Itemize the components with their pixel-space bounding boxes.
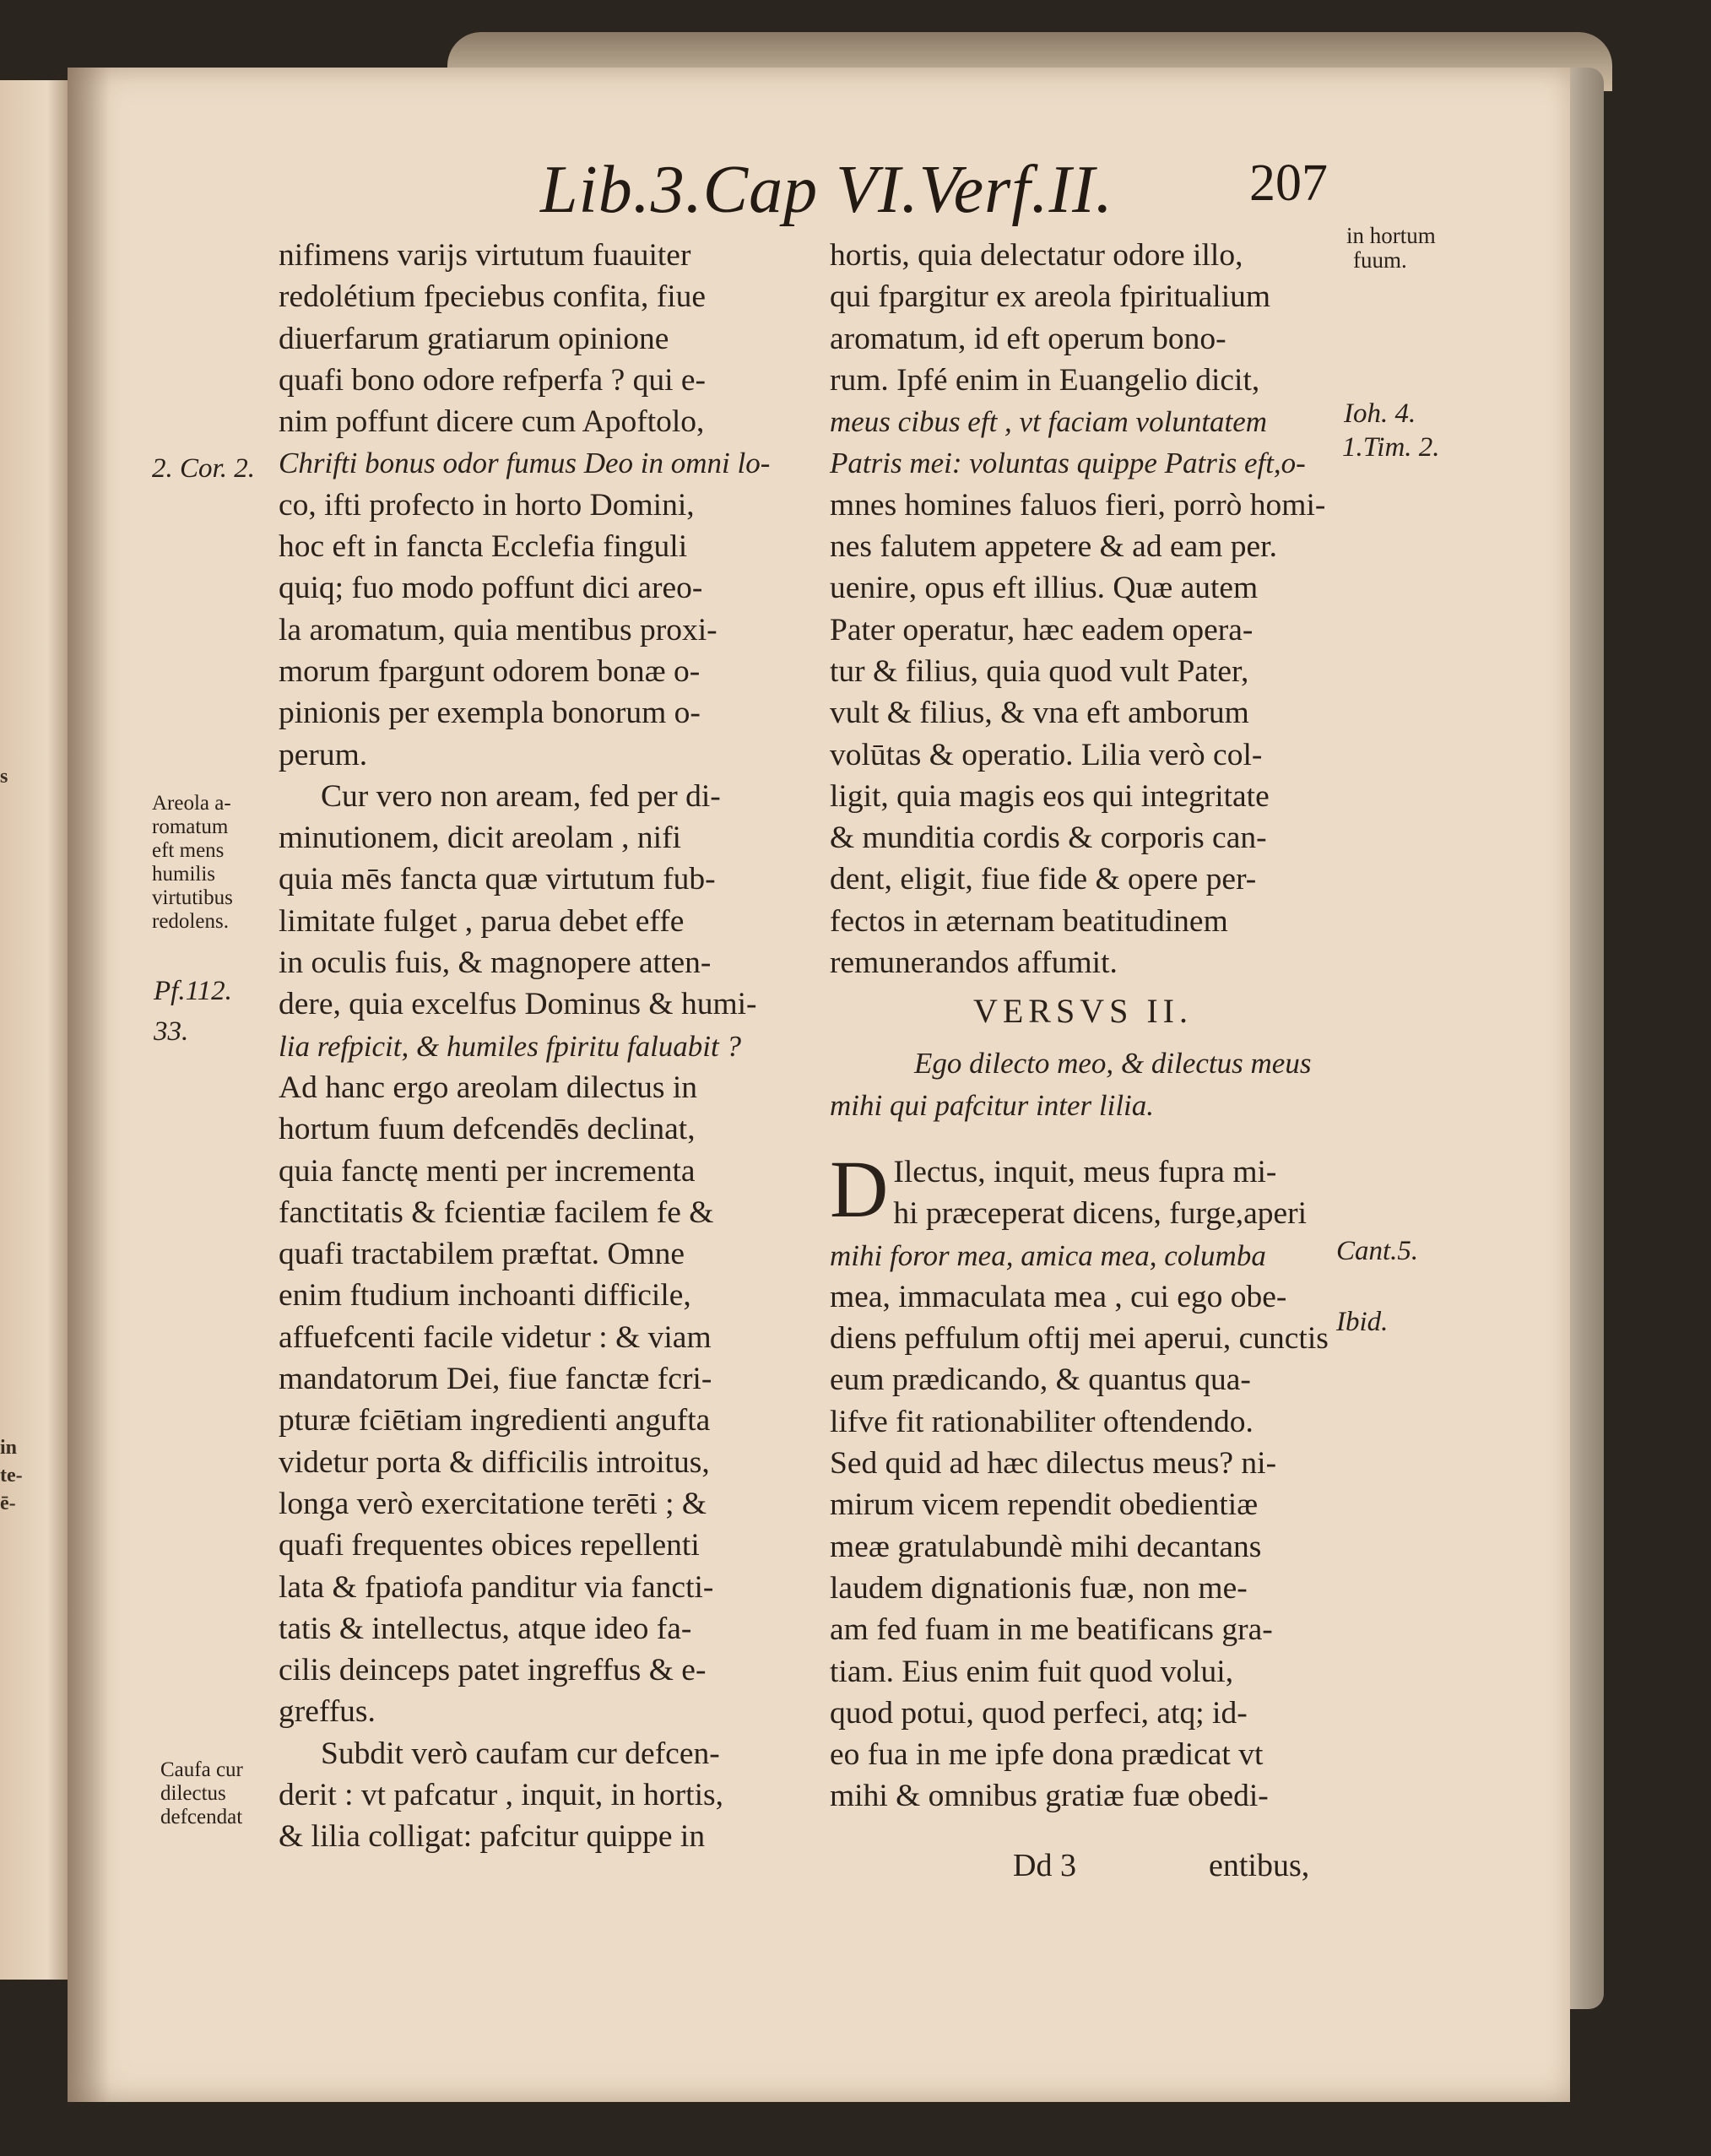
text-line: nim poffunt dicere cum Apoftolo, bbox=[279, 404, 705, 440]
text-line: rum. Ipfé enim in Euangelio dicit, bbox=[830, 362, 1260, 398]
text-line: & munditia cordis & corporis can- bbox=[830, 821, 1267, 856]
text-line: lata & fpatiofa panditur via fancti- bbox=[279, 1569, 714, 1605]
text-line: affuefcenti facile videtur : & viam bbox=[279, 1319, 712, 1355]
note-line: redolens. bbox=[152, 910, 229, 933]
text-line: meæ gratulabundè mihi decantans bbox=[830, 1529, 1262, 1564]
text-line: remunerandos affumit. bbox=[830, 945, 1118, 981]
text-line: Ilectus, inquit, meus fupra mi- bbox=[893, 1154, 1277, 1189]
text-line: la aromatum, quia mentibus proxi- bbox=[279, 612, 717, 647]
text-line: Patris mei: voluntas quippe Patris eft,o- bbox=[830, 447, 1306, 480]
text-line: mea, immaculata mea , cui ego obe- bbox=[830, 1279, 1287, 1314]
note-line: Areola a- bbox=[152, 792, 231, 815]
text-line: videtur porta & difficilis introitus, bbox=[279, 1444, 710, 1480]
text-line: longa verò exercitatione terēti ; & bbox=[279, 1486, 707, 1521]
commentary-paragraph bbox=[830, 1143, 1336, 1817]
text-line: hortis, quia delectatur odore illo, bbox=[830, 238, 1243, 273]
text-line: hi præceperat dicens, furge,aperi bbox=[893, 1196, 1308, 1232]
text-line: diens peffulum oftij mei aperui, cunctis bbox=[830, 1321, 1329, 1357]
text-line: morum fpargunt odorem bonæ o- bbox=[279, 653, 701, 689]
text-line: redolétium fpeciebus confita, fiue bbox=[279, 279, 707, 315]
text-line: uenire, opus eft illius. Quæ autem bbox=[830, 571, 1259, 606]
text-line: vult & filius, & vna eft amborum bbox=[830, 696, 1249, 731]
note-line: humilis bbox=[152, 863, 216, 886]
text-line: aromatum, id eft operum bono- bbox=[830, 321, 1226, 356]
note-line: Pf.112. bbox=[154, 976, 232, 1006]
text-line: fectos in æternam beatitudinem bbox=[830, 903, 1228, 939]
text-line: quia fanctę menti per incrementa bbox=[279, 1153, 696, 1189]
text-line: am fed fuam in me beatificans gra- bbox=[830, 1612, 1273, 1648]
page-number: 207 bbox=[1249, 154, 1328, 212]
note-line: eft mens bbox=[152, 839, 225, 862]
right-text-column bbox=[830, 235, 1336, 1817]
text-line: mnes homines faluos fieri, porrò homi- bbox=[830, 487, 1326, 523]
text-line: eum prædicando, & quantus qua- bbox=[830, 1362, 1251, 1398]
text-line: & lilia colligat: pafcitur quippe in bbox=[279, 1819, 706, 1855]
text-line: eo fua in me ipfe dona prædicat vt bbox=[830, 1737, 1264, 1773]
text-line: co, ifti profecto in horto Domini, bbox=[279, 487, 695, 523]
text-line: mandatorum Dei, fiue fanctæ fcri- bbox=[279, 1362, 712, 1397]
margin-note-hortum bbox=[1346, 224, 1436, 273]
drop-cap: D bbox=[830, 1143, 889, 1234]
text-line: mihi & omnibus gratiæ fuæ obedi- bbox=[830, 1779, 1269, 1814]
text-line: ligit, quia magis eos qui integritate bbox=[830, 778, 1270, 814]
text-line: derit : vt pafcatur , inquit, in hortis, bbox=[279, 1777, 723, 1812]
gutter-shadow bbox=[68, 68, 110, 2102]
text-line: quia mēs fancta quæ virtutum fub- bbox=[279, 862, 716, 897]
text-line: quod potui, quod perfeci, atq; id- bbox=[830, 1695, 1248, 1731]
verse-heading: VERSVS II. bbox=[972, 992, 1194, 1031]
margin-note-cant: Cant.5. bbox=[1336, 1236, 1419, 1266]
text-line: nes falutem appetere & ad eam per. bbox=[830, 529, 1277, 565]
text-line: pinionis per exempla bonorum o- bbox=[279, 696, 701, 731]
text-line: mirum vicem rependit obedientiæ bbox=[830, 1487, 1259, 1523]
margin-note-cor: 2. Cor. 2. bbox=[152, 453, 255, 484]
text-line: tiam. Eius enim fuit quod volui, bbox=[830, 1654, 1234, 1689]
signature-mark: Dd 3 bbox=[1013, 1848, 1076, 1883]
text-line: tur & filius, quia quod vult Pater, bbox=[830, 653, 1249, 689]
text-line: greffus. bbox=[279, 1694, 376, 1730]
text-line: fanctitatis & fcientiæ facilem fe & bbox=[279, 1194, 714, 1230]
note-line: Caufa cur bbox=[160, 1758, 243, 1781]
spacer bbox=[830, 1126, 1336, 1151]
text-line: cilis deinceps patet ingreffus & e- bbox=[279, 1653, 707, 1688]
text-line: tatis & intellectus, atque ideo fa- bbox=[279, 1611, 692, 1646]
text-line: Cur vero non aream, fed per di- bbox=[321, 778, 721, 814]
text-line: hoc eft in fancta Ecclefia finguli bbox=[279, 529, 688, 565]
text-line: quafi tractabilem præftat. Omne bbox=[279, 1237, 685, 1272]
facing-page-fragment: ē- bbox=[0, 1492, 16, 1514]
text-line: Subdit verò caufam cur defcen- bbox=[321, 1736, 720, 1771]
text-line: mihi foror mea, amica mea, columba bbox=[830, 1238, 1266, 1272]
margin-note-areola bbox=[152, 792, 233, 934]
facing-page-fragment: s bbox=[0, 766, 8, 788]
note-line: in hortum bbox=[1346, 223, 1436, 248]
text-line: volūtas & operatio. Lilia verò col- bbox=[830, 737, 1263, 772]
note-line: fuum. bbox=[1353, 247, 1407, 273]
text-line: laudem dignationis fuæ, non me- bbox=[830, 1570, 1248, 1606]
text-line: hortum fuum defcendēs declinat, bbox=[279, 1112, 696, 1147]
note-line: 33. bbox=[154, 1016, 189, 1047]
text-line: Pater operatur, hæc eadem opera- bbox=[830, 612, 1253, 647]
text-line: dent, eligit, fiue fide & opere per- bbox=[830, 862, 1257, 897]
text-line: diuerfarum gratiarum opinione bbox=[279, 321, 669, 356]
text-line: pturæ fciētiam ingredienti angufta bbox=[279, 1403, 711, 1438]
margin-note-ioh: Ioh. 4. bbox=[1344, 398, 1416, 429]
margin-note-causa bbox=[160, 1758, 243, 1829]
text-line: qui fpargitur ex areola fpiritualium bbox=[830, 279, 1271, 315]
text-line: enim ftudium inchoanti difficile, bbox=[279, 1278, 691, 1314]
note-line: romatum bbox=[152, 815, 229, 838]
facing-page-edge bbox=[0, 80, 68, 1980]
text-line: lifve fit rationabiliter oftendendo. bbox=[830, 1404, 1253, 1439]
facing-page-fragment: in bbox=[0, 1437, 18, 1459]
text-line: nifimens varijs virtutum fuauiter bbox=[279, 238, 691, 273]
text-line: quafi bono odore refperfa ? qui e- bbox=[279, 362, 707, 398]
text-line: minutionem, dicit areolam , nifi bbox=[279, 821, 681, 856]
text-line: quiq; fuo modo poffunt dici areo- bbox=[279, 571, 703, 606]
margin-note-psalm bbox=[154, 971, 232, 1052]
text-line: in oculis fuis, & magnopere atten- bbox=[279, 945, 712, 981]
running-head: Lib.3.Cap VI.Verf.II. bbox=[540, 153, 1113, 227]
text-line: quafi frequentes obices repellenti bbox=[279, 1528, 700, 1563]
text-line: meus cibus eft , vt faciam voluntatem bbox=[830, 405, 1268, 439]
note-line: virtutibus bbox=[152, 886, 233, 909]
facing-page-fragment: te- bbox=[0, 1465, 23, 1487]
text-line: Sed quid ad hæc dilectus meus? ni- bbox=[830, 1446, 1277, 1482]
text-line: dere, quia excelfus Dominus & humi- bbox=[279, 987, 757, 1022]
text-line: limitate fulget , parua debet effe bbox=[279, 903, 685, 939]
text-line: Ad hanc ergo areolam dilectus in bbox=[279, 1070, 698, 1105]
note-line: defcendat bbox=[160, 1806, 243, 1828]
text-line: perum. bbox=[279, 737, 368, 772]
margin-note-tim: 1.Tim. 2. bbox=[1342, 432, 1440, 463]
verse-line: Ego dilecto meo, & dilectus meus bbox=[914, 1047, 1312, 1081]
left-text-column bbox=[279, 235, 789, 1858]
text-line: Chrifti bonus odor fumus Deo in omni lo- bbox=[279, 447, 771, 480]
note-line: dilectus bbox=[160, 1782, 226, 1805]
text-line: lia refpicit, & humiles fpiritu faluabit ? bbox=[279, 1029, 742, 1063]
catchword: entibus, bbox=[1209, 1848, 1310, 1883]
verse-line: mihi qui pafcitur inter lilia. bbox=[830, 1088, 1155, 1122]
margin-note-ibid: Ibid. bbox=[1336, 1307, 1389, 1337]
